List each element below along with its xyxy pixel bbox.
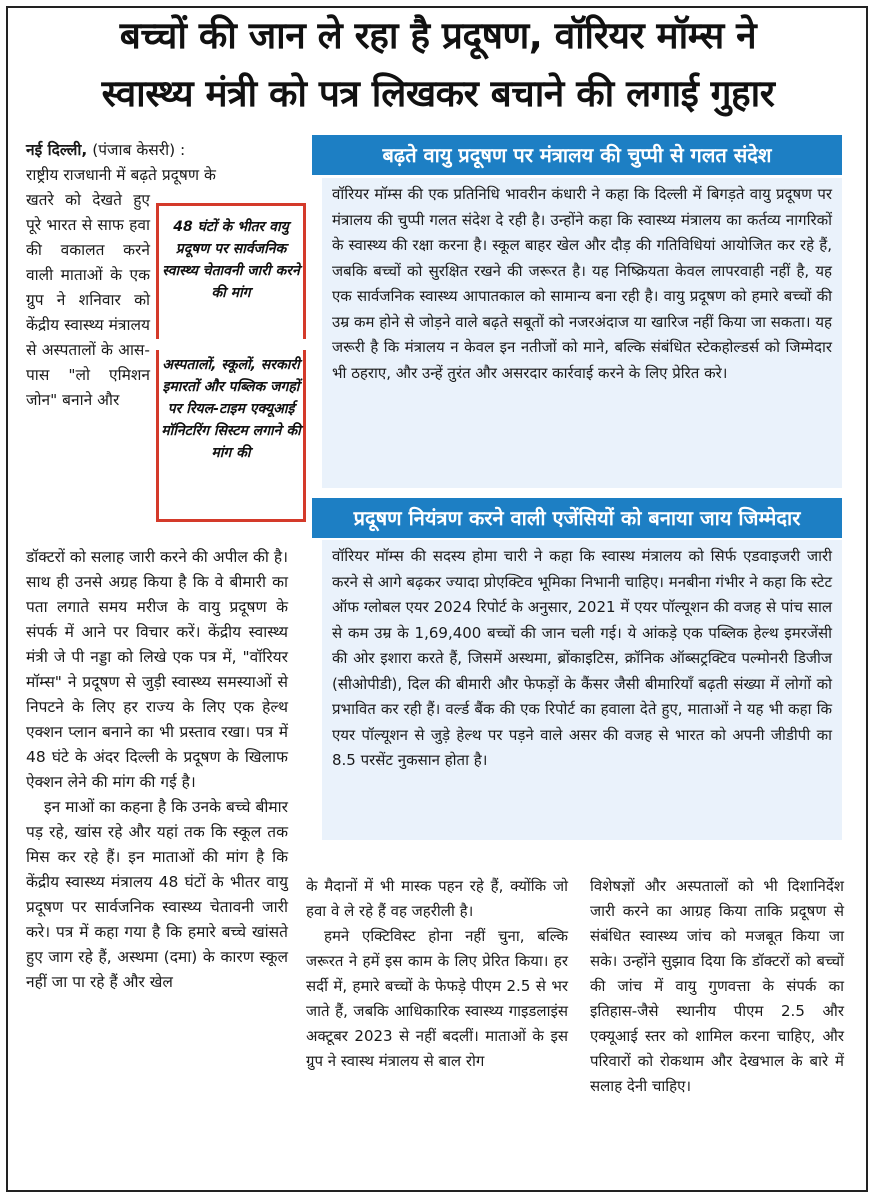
headline-line-1: बच्चों की जान ले रहा है प्रदूषण, वॉरियर मॉम्स ने <box>119 14 757 57</box>
article-body-left <box>26 545 288 995</box>
article-body-middle <box>306 874 568 1074</box>
article-body-right <box>590 874 844 1099</box>
section-heading-1: बढ़ते वायु प्रदूषण पर मंत्रालय की चुप्पी से गलत संदेश <box>312 135 842 175</box>
article-intro-narrow: खतरे को देखते हुए पूरे भारत से साफ हवा की वकालत करने वाली माताओं के एक ग्रुप ने शनिवार को केंद्रीय स्वास्थ्य मंत्रालय से अस्पतालों के आस-पास "लो एमिशन जोन" बनाने और <box>26 191 150 409</box>
article-intro <box>26 138 286 188</box>
paragraph: विशेषज्ञों और अस्पतालों को भी दिशानिर्देश जारी करने का आग्रह किया ताकि प्रदूषण से संबंधित स्वास्थ्य जांच को मजबूत किया जा सके। उन्होंने सुझाव दिया कि डॉक्टरों को बच्चों की जांच में वायु गुणवत्ता के संपर्क का इतिहास-जैसे स्थानीय पीएम 2.5 और एक्यूआई स्तर को शामिल करना चाहिए, और परिवारों को रोकथाम और देखभाल के बारे में सलाह देनी चाहिए। <box>590 877 844 1095</box>
pullquote-2: अस्पतालों, स्कूलों, सरकारी इमारतों और पब्लिक जगहों पर रियल-टाइम एक्यूआई मॉनिटरिंग सिस्टम लगाने की मांग की <box>156 350 306 522</box>
section-body-1 <box>322 178 842 488</box>
intro-line: राष्ट्रीय राजधानी में बढ़ते प्रदूषण के <box>26 166 216 184</box>
dateline: नई दिल्ली, <box>26 141 88 159</box>
paragraph: के मैदानों में भी मास्क पहन रहे हैं, क्योंकि जो हवा वे ले रहे हैं वह जहरीली है। <box>306 877 568 920</box>
news-source: (पंजाब केसरी) : <box>92 141 186 159</box>
section-heading-2: प्रदूषण नियंत्रण करने वाली एजेंसियों को बनाया जाय जिम्मेदार <box>312 498 842 538</box>
pullquote-1: 48 घंटों के भीतर वायु प्रदूषण पर सार्वजनिक स्वास्थ्य चेतावनी जारी करने की मांग <box>156 203 306 339</box>
paragraph: हमने एक्टिविस्ट होना नहीं चुना, बल्कि जरूरत ने हमें इस काम के लिए प्रेरित किया। हर सर्दी में, हमारे बच्चों के फेफड़े पीएम 2.5 से भर जाते हैं, जबकि आधिकारिक स्वास्थ्य गाइडलाइंस अक्टूबर 2023 से नहीं बदलीं। माताओं के इस ग्रुप ने स्वास्थ मंत्रालय से बाल रोग <box>306 927 568 1070</box>
paragraph: इन माओं का कहना है कि उनके बच्चे बीमार पड़ रहे, खांस रहे और यहां तक कि स्कूल तक मिस कर रहे हैं। इन माताओं की मांग है कि केंद्रीय स्वास्थ्य मंत्रालय 48 घंटों के भीतर वायु प्रदूषण पर सार्वजनिक स्वास्थ्य चेतावनी जारी करे। पत्र में कहा गया है कि हमारे बच्चे खांसते हुए जाग रहे हैं, अस्थमा (दमा) के कारण स्कूल नहीं जा पा रहे हैं और खेल <box>26 798 288 991</box>
section-body-2 <box>322 540 842 840</box>
paragraph: वॉरियर मॉम्स की सदस्य होमा चारी ने कहा कि स्वास्थ मंत्रालय को सिर्फ एडवाइजरी जारी करने से आगे बढ़कर ज्यादा प्रोएक्टिव भूमिका निभानी चाहिए। मनबीना गंभीर ने कहा कि स्टेट ऑफ ग्लोबल एयर 2024 रिपोर्ट के अनुसार, 2021 में एयर पॉल्यूशन की वजह से पांच साल से कम उम्र के 1,69,400 बच्चों की जान चली गई। ये आंकड़े एक पब्लिक हेल्थ इमरजेंसी की ओर इशारा करते हैं, जिसमें अस्थमा, ब्रोंकाइटिस, क्रॉनिक ऑब्सट्रक्टिव पल्मोनरी डिजीज (सीओपीडी), दिल की बीमारी और फेफड़ों के कैंसर जैसी बीमारियाँ बढ़ती संख्या में लोगों को प्रभावित कर रही हैं। वर्ल्ड बैंक की एक रिपोर्ट का हवाला देते हुए, माताओं ने यह भी कहा कि एयर पॉल्यूशन से जुड़े हेल्थ पर पड़ने वाले असर की वजह से भारत को अपनी जीडीपी का 8.5 परसेंट नुकसान होता है। <box>332 547 832 769</box>
paragraph: डॉक्टरों को सलाह जारी करने की अपील की है। साथ ही उनसे अग्रह किया है कि वे बीमारी का पता लगाते समय मरीज के वायु प्रदूषण के संपर्क में आने पर विचार करें। केंद्रीय स्वास्थ्य मंत्री जे पी नड्डा को लिखे एक पत्र में, "वॉरियर मॉम्स" ने प्रदूषण से जुड़ी स्वास्थ्य समस्याओं से निपटने के लिए हर राज्य के लिए एक हेल्थ एक्शन प्लान बनाने का भी प्रस्ताव रखा। पत्र में 48 घंटे के अंदर दिल्ली के प्रदूषण के खिलाफ ऐक्शन लेने की मांग की गई है। <box>26 548 288 791</box>
headline-line-2: स्वास्थ्य मंत्री को पत्र लिखकर बचाने की लगाई गुहार <box>101 72 775 115</box>
paragraph: वॉरियर मॉम्स की एक प्रतिनिधि भावरीन कंधारी ने कहा कि दिल्ली में बिगड़ते वायु प्रदूषण पर मंत्रालय की चुप्पी गलत संदेश दे रही है। उन्होंने कहा कि स्वास्थ्य मंत्रालय का कर्तव्य नागरिकों के स्वास्थ्य की रक्षा करना है। स्कूल बाहर खेल और दौड़ की गतिविधियां आयोजित कर रहे हैं, जबकि बच्चों को सुरक्षित रखने की जरूरत है। यह निष्क्रियता केवल लापरवाही नहीं है, यह एक सार्वजनिक स्वास्थ्य आपातकाल को सामान्य बना रही है। वायु प्रदूषण को हमारे बच्चों की उम्र कम होने से जोड़ने वाले बढ़ते सबूतों को नजरअंदाज या खारिज नहीं किया जा सकता। यह जरूरी है कि मंत्रालय न केवल इन नतीजों को माने, बल्कि संबंधित स्टेकहोल्डर्स को जिम्मेदार भी ठहराए, और उन्हें तुरंत और असरदार कार्रवाई करने के लिए प्रेरित करे। <box>332 185 832 382</box>
